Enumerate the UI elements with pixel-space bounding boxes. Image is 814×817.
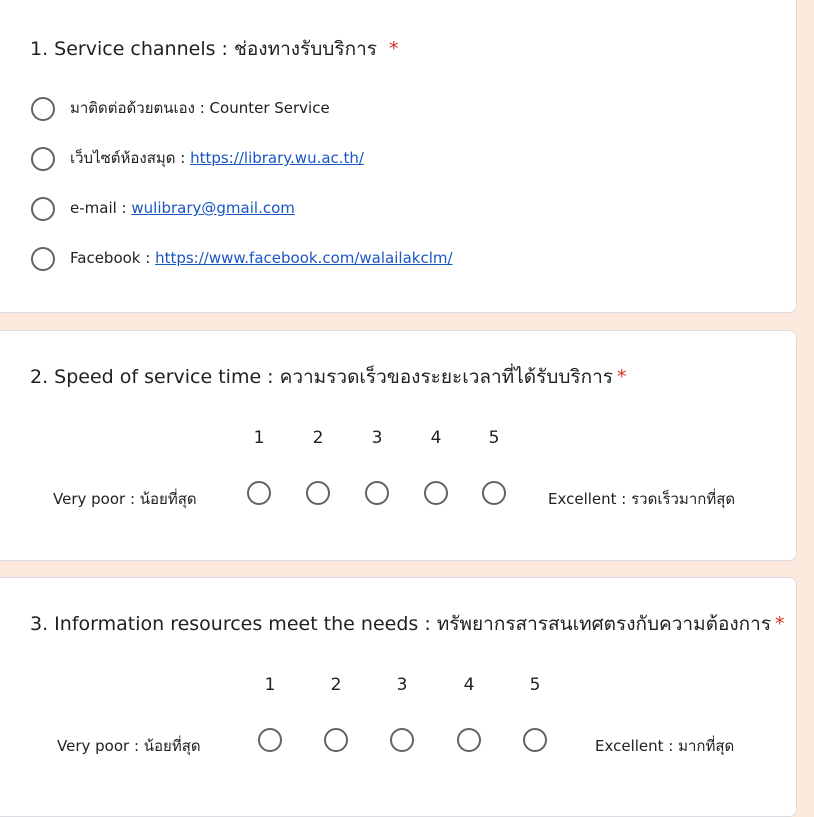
required-asterisk: * (617, 366, 627, 388)
option-text: เว็บไซต์ห้องสมุด : (70, 149, 191, 167)
option-label-library-website[interactable] (70, 151, 364, 166)
scale-radio-4[interactable] (424, 481, 448, 505)
scale-number-4: 4 (463, 675, 475, 695)
radio-counter-service[interactable] (31, 97, 55, 121)
option-text: มาติดต่อด้วยตนเอง : Counter Service (70, 99, 330, 117)
email-link[interactable]: wulibrary@gmail.com (131, 199, 295, 217)
scale-number-3: 3 (396, 675, 408, 695)
scale-radio-3[interactable] (365, 481, 389, 505)
library-website-link[interactable]: https://library.wu.ac.th/ (190, 149, 364, 167)
question-title (30, 40, 398, 59)
option-text: Facebook : (70, 249, 156, 267)
scale-low-label: Very poor : น้อยที่สุด (53, 490, 197, 508)
question-title-text: 3. Information resources meet the needs : ทรัพยากรสารสนเทศตรงกับความต้องการ (30, 613, 772, 635)
scale-number-2: 2 (330, 675, 342, 695)
scale-radio-4[interactable] (457, 728, 481, 752)
radio-library-website[interactable] (31, 147, 55, 171)
scale-number-5: 5 (529, 675, 541, 695)
question-title (30, 615, 785, 634)
scale-number-4: 4 (430, 428, 442, 448)
scale-number-1: 1 (253, 428, 265, 448)
scale-number-5: 5 (488, 428, 500, 448)
scale-radio-5[interactable] (482, 481, 506, 505)
scale-high-label: Excellent : รวดเร็วมากที่สุด (548, 490, 736, 508)
scale-number-1: 1 (264, 675, 276, 695)
scale-number-2: 2 (312, 428, 324, 448)
facebook-link[interactable]: https://www.facebook.com/walailakclm/ (155, 249, 453, 267)
scale-radio-1[interactable] (258, 728, 282, 752)
scale-radio-2[interactable] (324, 728, 348, 752)
scale-radio-1[interactable] (247, 481, 271, 505)
scale-radio-3[interactable] (390, 728, 414, 752)
scale-radio-5[interactable] (523, 728, 547, 752)
radio-facebook[interactable] (31, 247, 55, 271)
required-asterisk: * (388, 38, 399, 60)
radio-email[interactable] (31, 197, 55, 221)
question-title-text: 1. Service channels : ช่องทางรับบริการ (30, 38, 377, 60)
question-title-text: 2. Speed of service time : ความรวดเร็วของระยะเวลาที่ได้รับบริการ (30, 366, 614, 388)
option-label-email[interactable] (70, 201, 295, 216)
required-asterisk: * (775, 613, 785, 635)
scale-number-3: 3 (371, 428, 383, 448)
option-label-counter-service[interactable] (70, 101, 330, 116)
scale-radio-2[interactable] (306, 481, 330, 505)
question-card-information-resources (0, 577, 797, 817)
scale-high-label: Excellent : มากที่สุด (595, 737, 735, 755)
question-card-service-channels (0, 0, 797, 313)
scale-low-label: Very poor : น้อยที่สุด (57, 737, 201, 755)
question-card-speed-of-service (0, 330, 797, 561)
option-label-facebook[interactable] (70, 251, 453, 266)
option-text: e-mail : (70, 199, 132, 217)
question-title (30, 368, 627, 387)
